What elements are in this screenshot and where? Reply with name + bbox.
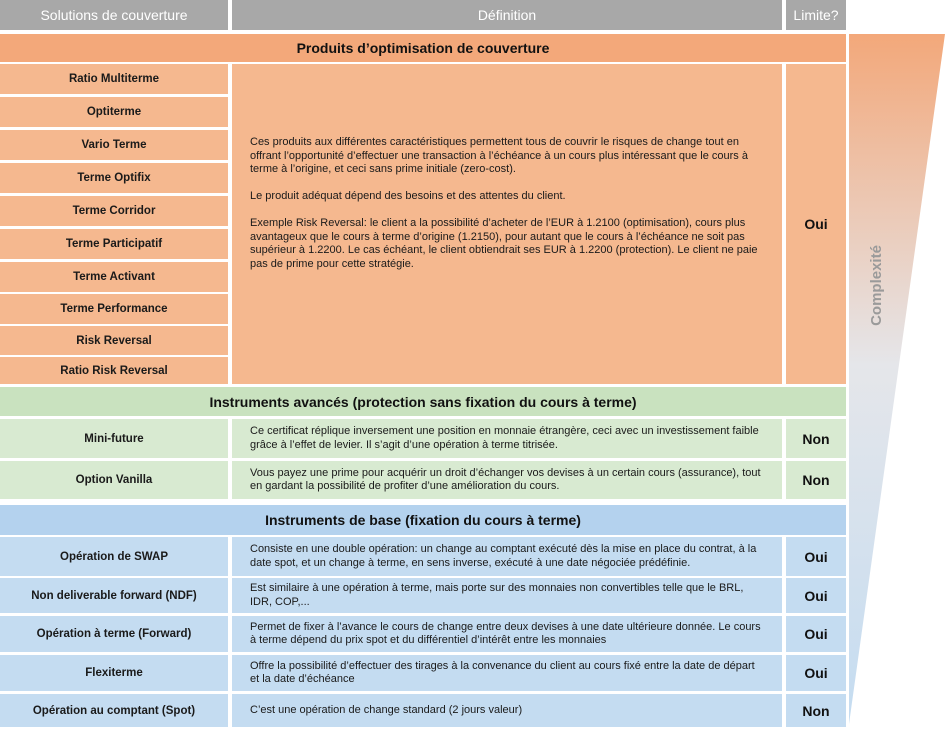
product-vario-terme: Vario Terme — [0, 130, 228, 160]
definition-optimisation-p3: Exemple Risk Reversal: le client a la possibilité d’acheter de l’EUR à 1.2100 (optimisation), cours plus avantageux que le cours à terme d’origine (1.2150), pour autant que le cours à l’échéance ne soit pas supérieur à 1.2200. Le cas échéant, le client obtiendrait ses EUR à 1.2200 (protection). Le client ne paie pas de prime pour cette stratégie. — [250, 217, 758, 270]
row-limite-option-vanilla: Non — [786, 461, 846, 499]
section-title-avances: Instruments avancés (protection sans fixation du cours à terme) — [0, 387, 846, 416]
row-definition-forward: Permet de fixer à l’avance le cours de change entre deux devises à une date ultérieure donnée. Le cours à terme dépend du prix spot et du différentiel d’intérêt entre les monnaies — [232, 616, 782, 652]
row-limite-forward: Oui — [786, 616, 846, 652]
row-limite-flexiterme: Oui — [786, 655, 846, 691]
row-label-mini-future: Mini-future — [0, 419, 228, 458]
limite-optimisation: Oui — [786, 64, 846, 384]
row-definition-mini-future: Ce certificat réplique inversement une position en monnaie étrangère, ceci avec un investissement faible grâce à l’effet de levier. Il s’agit d’une opération à terme titrisée. — [232, 419, 782, 458]
row-label-spot: Opération au comptant (Spot) — [0, 694, 228, 727]
header-limite: Limite? — [786, 0, 846, 30]
row-limite-spot: Non — [786, 694, 846, 727]
product-ratio-risk-reversal: Ratio Risk Reversal — [0, 357, 228, 384]
product-optiterme: Optiterme — [0, 97, 228, 127]
definition-optimisation-p2: Le produit adéquat dépend des besoins et des attentes du client. — [250, 190, 566, 202]
row-definition-ndf: Est similaire à une opération à terme, mais porte sur des monnaies non convertibles telle que le BRL, IDR, COP,... — [232, 578, 782, 613]
row-limite-swap: Oui — [786, 537, 846, 576]
complexity-triangle — [849, 34, 945, 724]
product-terme-performance: Terme Performance — [0, 294, 228, 324]
row-label-flexiterme: Flexiterme — [0, 655, 228, 691]
product-ratio-multiterme: Ratio Multiterme — [0, 64, 228, 94]
row-label-forward: Opération à terme (Forward) — [0, 616, 228, 652]
complexity-label: Complexité — [867, 244, 885, 326]
row-label-option-vanilla: Option Vanilla — [0, 461, 228, 499]
product-terme-participatif: Terme Participatif — [0, 229, 228, 259]
header-solutions: Solutions de couverture — [0, 0, 228, 30]
row-definition-spot: C’est une opération de change standard (2 jours valeur) — [232, 694, 782, 727]
definition-optimisation — [232, 64, 782, 384]
section-title-optimisation: Produits d’optimisation de couverture — [0, 34, 846, 62]
product-risk-reversal: Risk Reversal — [0, 326, 228, 355]
row-label-swap: Opération de SWAP — [0, 537, 228, 576]
section-title-base: Instruments de base (fixation du cours à terme) — [0, 505, 846, 535]
row-definition-swap: Consiste en une double opération: un change au comptant exécuté dès la mise en place du contrat, à la date spot, et un change à terme, en sens inverse, exécuté à une date négociée prédéfinie. — [232, 537, 782, 576]
row-limite-ndf: Oui — [786, 578, 846, 613]
row-definition-flexiterme: Offre la possibilité d’effectuer des tirages à la convenance du client au cours fixé entre la date de départ et la date d’échéance — [232, 655, 782, 691]
header-definition: Définition — [232, 0, 782, 30]
product-terme-optifix: Terme Optifix — [0, 163, 228, 193]
row-limite-mini-future: Non — [786, 419, 846, 458]
definition-optimisation-p1: Ces produits aux différentes caractéristiques permettent tous de couvrir le risques de change tout en offrant l’opportunité d’effectuer une transaction à l’échéance à un cours plus intéressant que le cours à terme à l’origine, et ceci sans prime initiale (zero-cost). — [250, 136, 748, 175]
product-terme-corridor: Terme Corridor — [0, 196, 228, 226]
product-terme-activant: Terme Activant — [0, 262, 228, 292]
row-definition-option-vanilla: Vous payez une prime pour acquérir un droit d’échanger vos devises à un certain cours (assurance), tout en gardant la possibilité de profiter d’une amélioration du cours. — [232, 461, 782, 499]
row-label-ndf: Non deliverable forward (NDF) — [0, 578, 228, 613]
